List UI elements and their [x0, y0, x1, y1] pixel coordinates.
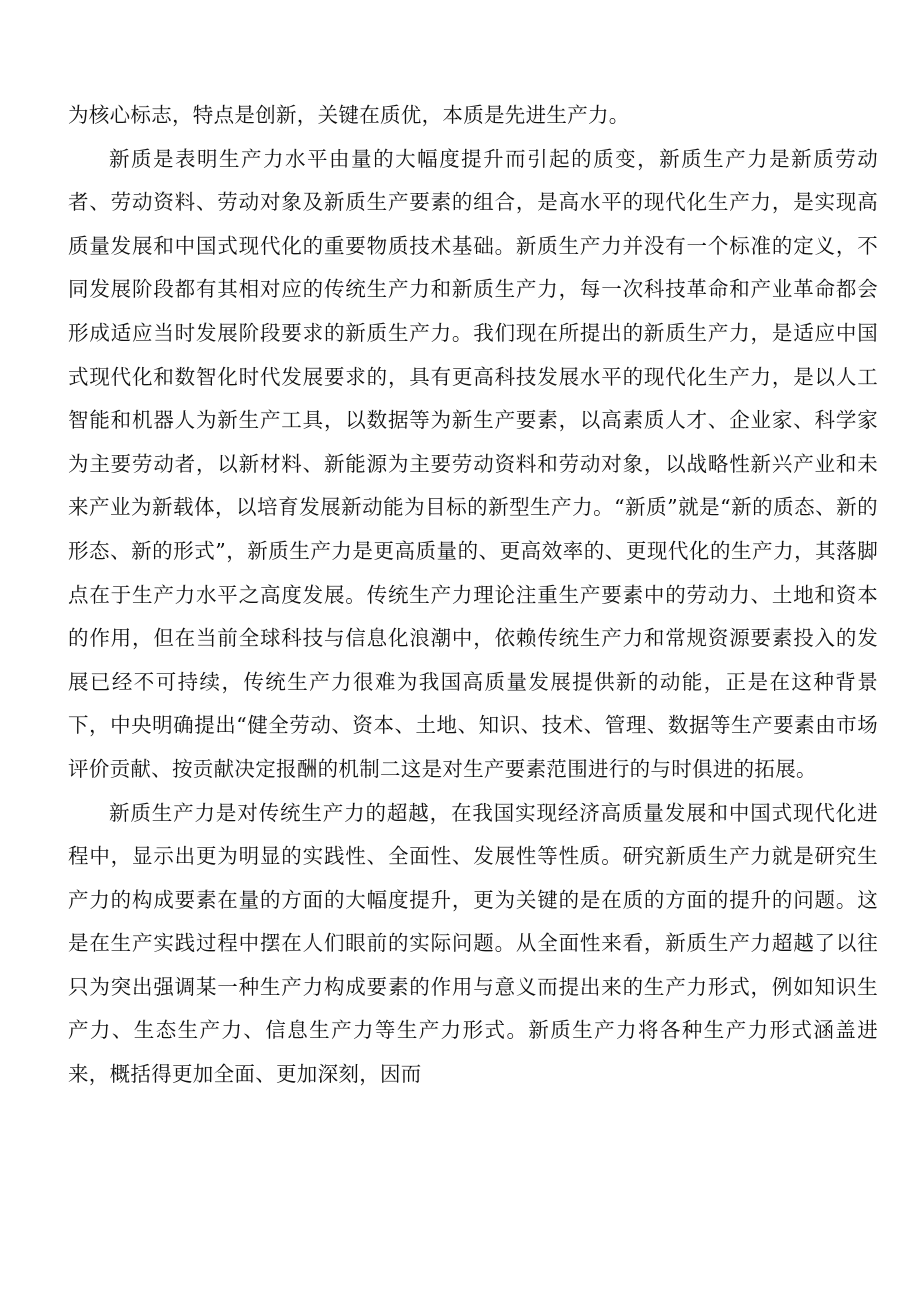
paragraph-1: 为核心标志，特点是创新，关键在质优，本质是先进生产力。 [68, 103, 630, 127]
paragraph-2: 新质是表明生产力水平由量的大幅度提升而引起的质变，新质生产力是新质劳动者、劳动资料、劳动对象及新质生产要素的组合，是高水平的现代化生产力，是实现高质量发展和中国式现代化的重要物质技术基础。新质生产力并没有一个标准的定义，不同发展阶段都有其相对应的传统生产力和新质生产力，每一次科技革命和产业革命都会形成适应当时发展阶段要求的新质生产力。我们现在所提出的新质生产力，是适应中国式现代化和数智化时代发展要求的，具有更高科技发展水平的现代化生产力，是以人工智能和机器人为新生产工具，以数据等为新生产要素，以高素质人才、企业家、科学家为主要劳动者，以新材料、新能源为主要劳动资料和劳动对象，以战略性新兴产业和未来产业为新载体，以培育发展新动能为目标的新型生产力。“新质”就是“新的质态、新的形态、新的形式”，新质生产力是更高质量的、更高效率的、更现代化的生产力，其落脚点在于生产力水平之高度发展。传统生产力理论注重生产要素中的劳动力、土地和资本的作用，但在当前全球科技与信息化浪潮中，依赖传统生产力和常规资源要素投入的发展已经不可持续，传统生产力很难为我国高质量发展提供新的动能，正是在这种背景下，中央明确提出“健全劳动、资本、土地、知识、技术、管理、数据等生产要素由市场评价贡献、按贡献决定报酬的机制二这是对生产要素范围进行的与时俱进的拓展。 [68, 146, 878, 781]
body-text [68, 94, 878, 1097]
paragraph-3: 新质生产力是对传统生产力的超越，在我国实现经济高质量发展和中国式现代化进程中，显示出更为明显的实践性、全面性、发展性等性质。研究新质生产力就是研究生产力的构成要素在量的方面的大幅度提升，更为关键的是在质的方面的提升的问题。这是在生产实践过程中摆在人们眼前的实际问题。从全面性来看，新质生产力超越了以往只为突出强调某一种生产力构成要素的作用与意义而提出来的生产力形式，例如知识生产力、生态生产力、信息生产力等生产力形式。新质生产力将各种生产力形式涵盖进来，概括得更加全面、更加深刻，因而 [68, 800, 878, 1087]
